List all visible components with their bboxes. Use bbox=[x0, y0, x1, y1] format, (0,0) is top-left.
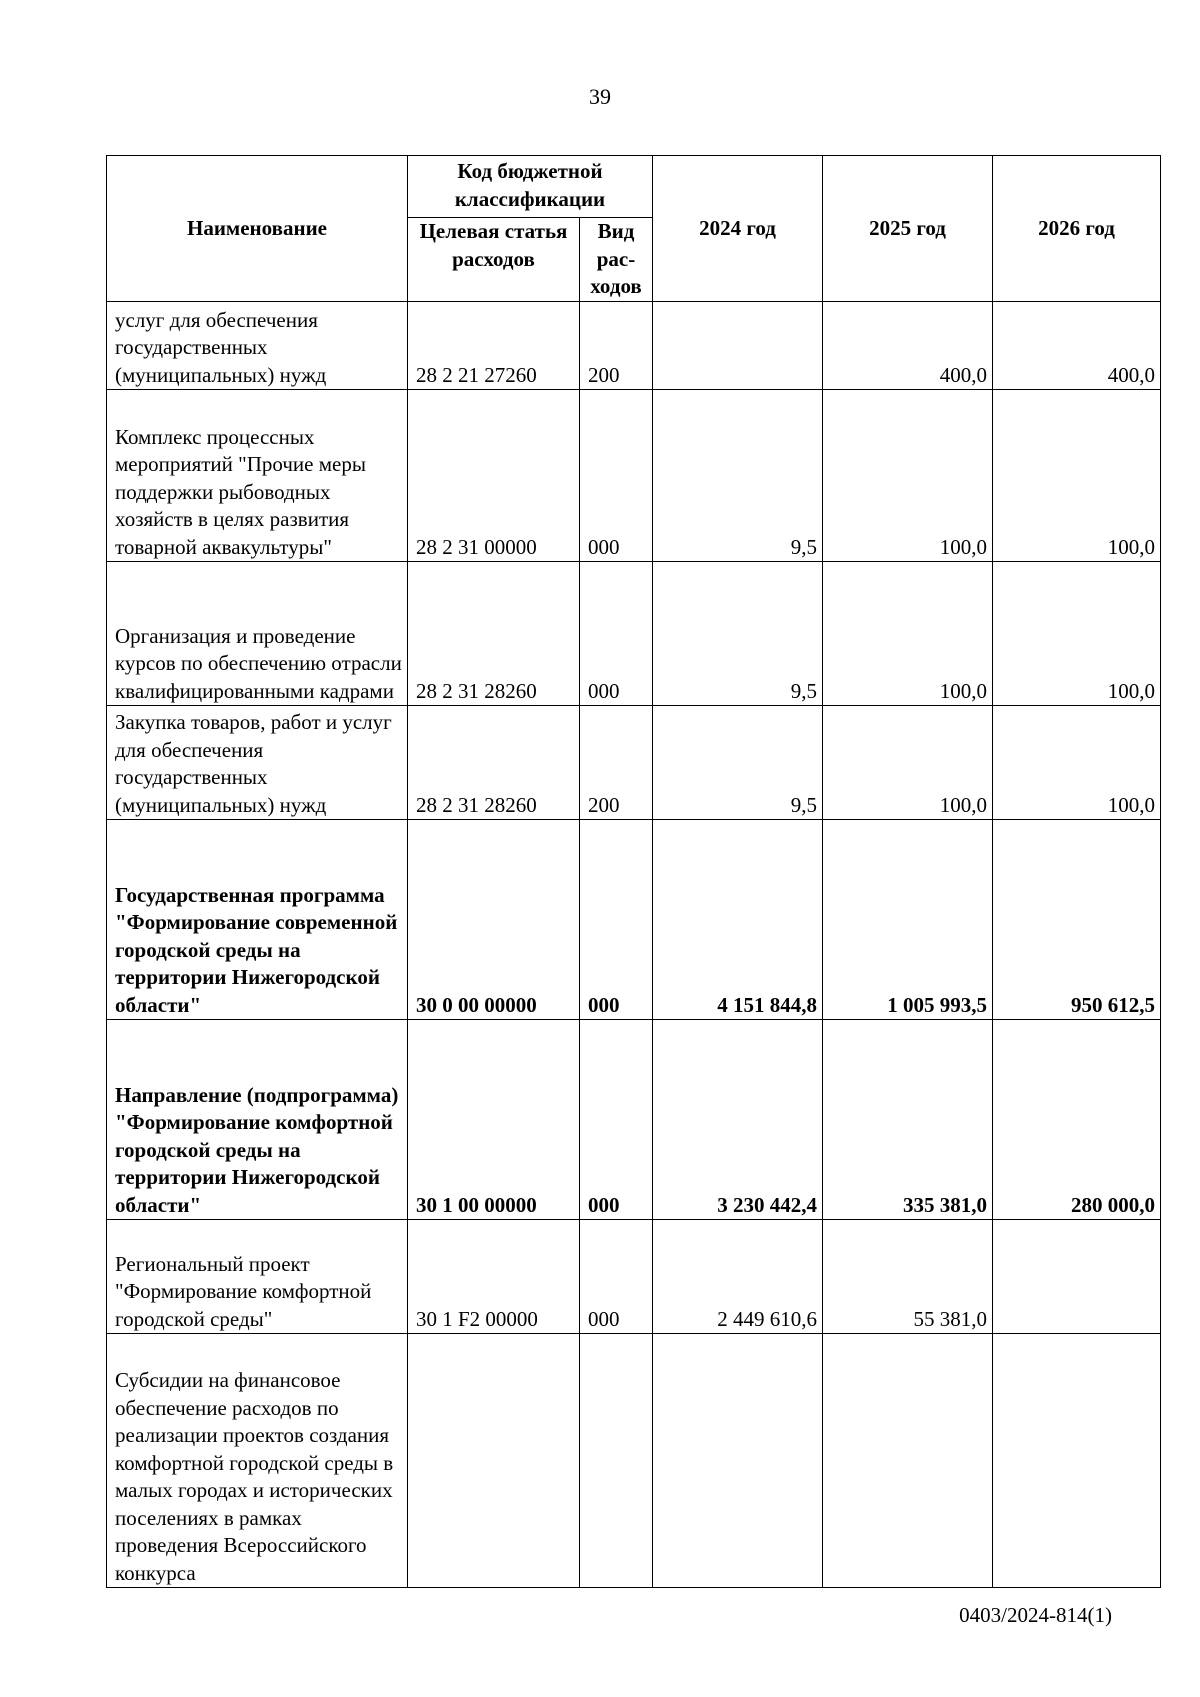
row-2025: 100,0 bbox=[823, 562, 993, 706]
row-2026 bbox=[993, 1220, 1161, 1334]
row-2026: 950 612,5 bbox=[993, 820, 1161, 1020]
row-name: Закупка товаров, работ и услуг для обеспечения государственных (муниципальных) нужд bbox=[107, 706, 408, 820]
row-code: 30 0 00 00000 bbox=[408, 820, 580, 1020]
row-2025: 335 381,0 bbox=[823, 1020, 993, 1220]
header-code-group: Код бюджетной классификации bbox=[408, 156, 653, 218]
row-code bbox=[408, 1334, 580, 1588]
table-row bbox=[107, 1020, 1161, 1220]
row-2024: 9,5 bbox=[653, 706, 823, 820]
header-name: Наименование bbox=[107, 156, 408, 302]
row-2026: 280 000,0 bbox=[993, 1020, 1161, 1220]
row-2024: 9,5 bbox=[653, 390, 823, 562]
row-name: Государственная программа "Формирование современной городской среды на территории Нижегородской области" bbox=[107, 820, 408, 1020]
row-expense-type: 000 bbox=[580, 390, 653, 562]
row-code: 28 2 21 27260 bbox=[408, 302, 580, 390]
row-expense-type: 200 bbox=[580, 302, 653, 390]
row-code: 28 2 31 00000 bbox=[408, 390, 580, 562]
row-2024 bbox=[653, 302, 823, 390]
row-2026: 100,0 bbox=[993, 390, 1161, 562]
row-2026: 100,0 bbox=[993, 562, 1161, 706]
table-row bbox=[107, 706, 1161, 820]
row-2025: 400,0 bbox=[823, 302, 993, 390]
table-row bbox=[107, 1334, 1161, 1588]
header-2024: 2024 год bbox=[653, 156, 823, 302]
page-number: 39 bbox=[589, 84, 611, 109]
table-row bbox=[107, 1220, 1161, 1334]
row-2024: 4 151 844,8 bbox=[653, 820, 823, 1020]
row-2026: 400,0 bbox=[993, 302, 1161, 390]
row-2025: 55 381,0 bbox=[823, 1220, 993, 1334]
header-2025: 2025 год bbox=[823, 156, 993, 302]
row-code: 28 2 31 28260 bbox=[408, 706, 580, 820]
row-code: 30 1 00 00000 bbox=[408, 1020, 580, 1220]
row-code: 28 2 31 28260 bbox=[408, 562, 580, 706]
row-2024: 9,5 bbox=[653, 562, 823, 706]
row-name: Региональный проект "Формирование комфортной городской среды" bbox=[107, 1220, 408, 1334]
row-expense-type bbox=[580, 1334, 653, 1588]
header-2026: 2026 год bbox=[993, 156, 1161, 302]
document-id: 0403/2024-814(1) bbox=[959, 1603, 1112, 1627]
row-2026: 100,0 bbox=[993, 706, 1161, 820]
table-row bbox=[107, 820, 1161, 1020]
budget-table bbox=[106, 155, 1161, 1588]
row-name: услуг для обеспечения государственных (муниципальных) нужд bbox=[107, 302, 408, 390]
row-expense-type: 000 bbox=[580, 1220, 653, 1334]
table-row bbox=[107, 302, 1161, 390]
row-name: Направление (подпрограмма) "Формирование комфортной городской среды на территории Нижегородской области" bbox=[107, 1020, 408, 1220]
row-code: 30 1 F2 00000 bbox=[408, 1220, 580, 1334]
row-2025: 100,0 bbox=[823, 706, 993, 820]
row-expense-type: 000 bbox=[580, 562, 653, 706]
row-2025: 100,0 bbox=[823, 390, 993, 562]
row-2024: 3 230 442,4 bbox=[653, 1020, 823, 1220]
row-2026 bbox=[993, 1334, 1161, 1588]
row-expense-type: 200 bbox=[580, 706, 653, 820]
row-name: Субсидии на финансовое обеспечение расходов по реализации проектов создания комфортной городской среды в малых городах и исторических поселениях в рамках проведения Всероссийского конкурса bbox=[107, 1334, 408, 1588]
row-2024: 2 449 610,6 bbox=[653, 1220, 823, 1334]
row-expense-type: 000 bbox=[580, 820, 653, 1020]
table-row bbox=[107, 562, 1161, 706]
row-name: Организация и проведение курсов по обеспечению отрасли квалифицированными кадрами bbox=[107, 562, 408, 706]
table-row bbox=[107, 390, 1161, 562]
row-expense-type: 000 bbox=[580, 1020, 653, 1220]
row-2025 bbox=[823, 1334, 993, 1588]
header-expense-type: Вид рас-ходов bbox=[580, 218, 653, 302]
header-target-article: Целевая статья расходов bbox=[408, 218, 580, 302]
row-2024 bbox=[653, 1334, 823, 1588]
row-name: Комплекс процессных мероприятий "Прочие меры поддержки рыбоводных хозяйств в целях развития товарной аквакультуры" bbox=[107, 390, 408, 562]
row-2025: 1 005 993,5 bbox=[823, 820, 993, 1020]
